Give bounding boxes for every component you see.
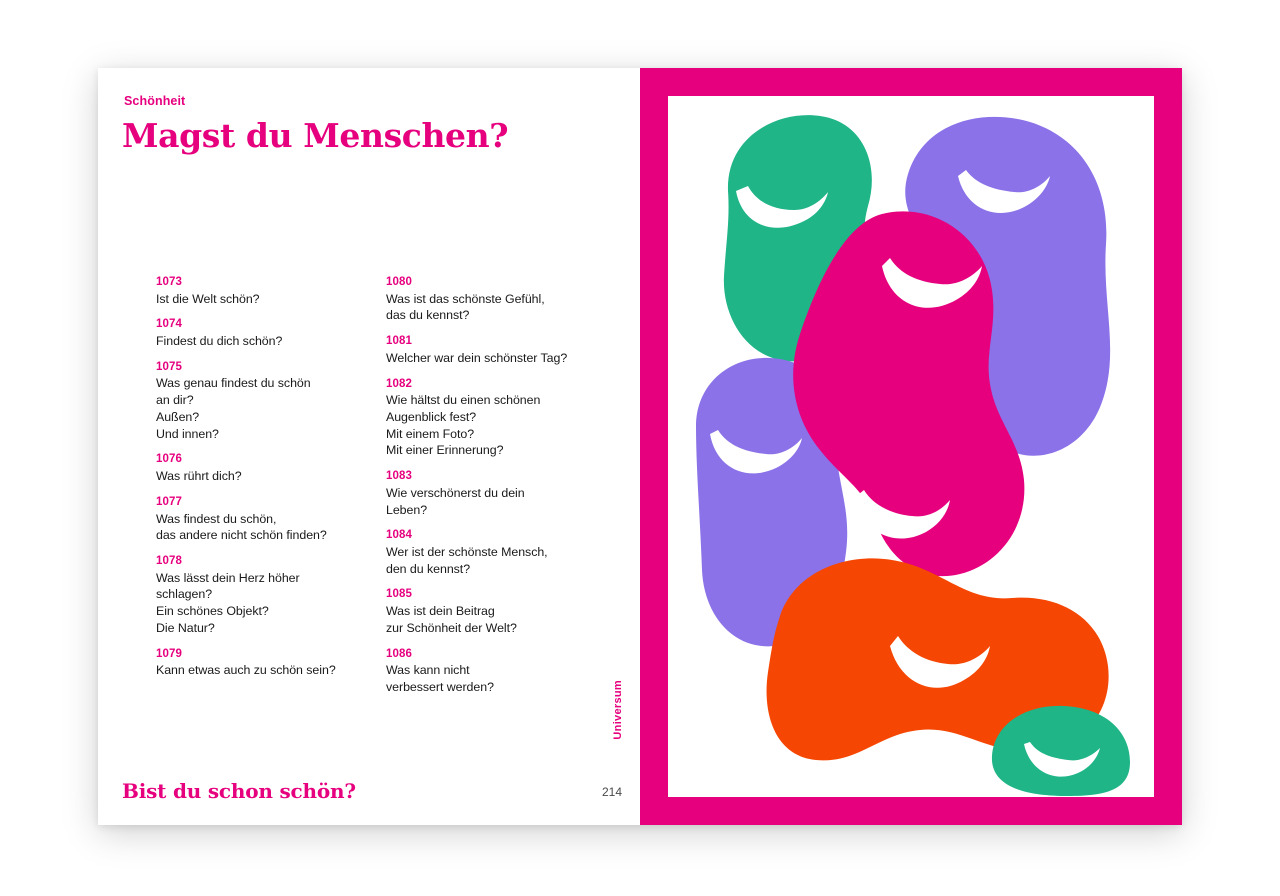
question-line: Wie verschönerst du dein — [386, 485, 525, 500]
question-number: 1078 — [156, 554, 182, 567]
page-number: 214 — [601, 785, 622, 799]
question-item — [386, 376, 616, 460]
question-number: 1076 — [156, 453, 182, 466]
question-number: 1086 — [386, 647, 412, 660]
footer-question: Bist du schon schön? — [122, 779, 356, 803]
question-item — [156, 316, 386, 349]
question-line: Wie hältst du einen schönen — [386, 393, 541, 408]
question-line: verbessert werden? — [386, 679, 494, 694]
question-line: das du kennst? — [386, 308, 470, 323]
question-line: Was ist dein Beitrag — [386, 604, 495, 619]
question-item — [156, 359, 386, 443]
question-line: Und innen? — [156, 426, 219, 441]
question-columns — [156, 274, 616, 705]
question-column-left — [156, 274, 386, 705]
page-title: Magst du Menschen? — [122, 116, 509, 155]
question-item — [386, 274, 616, 324]
question-number: 1084 — [386, 529, 412, 542]
question-line: Wer ist der schönste Mensch, — [386, 544, 548, 559]
section-tab: Universum — [612, 680, 624, 740]
book-spread — [98, 68, 1182, 825]
question-number: 1074 — [156, 318, 182, 331]
question-line: Leben? — [386, 502, 428, 517]
question-item — [386, 333, 616, 366]
left-page — [98, 68, 640, 825]
question-item — [156, 553, 386, 637]
question-line: Welcher war dein schönster Tag? — [386, 350, 568, 365]
question-column-right — [386, 274, 616, 705]
question-number: 1075 — [156, 360, 182, 373]
question-line: Kann etwas auch zu schön sein? — [156, 663, 336, 678]
question-item — [386, 468, 616, 518]
question-line: Ist die Welt schön? — [156, 291, 260, 306]
question-line: Was findest du schön, — [156, 511, 277, 526]
question-line: Ein schönes Objekt? — [156, 604, 269, 619]
question-item — [156, 646, 386, 679]
question-line: schlagen? — [156, 587, 213, 602]
question-number: 1081 — [386, 335, 412, 348]
question-item — [156, 274, 386, 307]
question-line: Was kann nicht — [386, 663, 470, 678]
question-number: 1080 — [386, 276, 412, 288]
question-line: das andere nicht schön finden? — [156, 528, 327, 543]
question-line: Was rührt dich? — [156, 469, 242, 484]
question-line: zur Schönheit der Welt? — [386, 620, 517, 635]
artwork-frame — [668, 96, 1154, 797]
question-item — [386, 527, 616, 577]
question-number: 1083 — [386, 470, 412, 483]
question-line: Was genau findest du schön — [156, 376, 311, 391]
question-line: Was ist das schönste Gefühl, — [386, 291, 545, 306]
question-line: an dir? — [156, 393, 194, 408]
question-item — [386, 646, 616, 696]
question-line: Augenblick fest? — [386, 409, 477, 424]
question-item — [156, 451, 386, 484]
question-line: Außen? — [156, 409, 200, 424]
abstract-blob-illustration-svg — [668, 96, 1154, 797]
question-line: Mit einem Foto? — [386, 426, 475, 441]
question-line: Was lässt dein Herz höher — [156, 570, 300, 585]
right-page — [640, 68, 1182, 825]
section-kicker: Schönheit — [124, 94, 186, 108]
question-number: 1085 — [386, 588, 412, 601]
question-line: Mit einer Erinnerung? — [386, 443, 504, 458]
question-line: Die Natur? — [156, 620, 215, 635]
question-item — [386, 586, 616, 636]
question-number: 1073 — [156, 276, 182, 288]
question-item — [156, 494, 386, 544]
question-number: 1077 — [156, 495, 182, 508]
question-line: Findest du dich schön? — [156, 334, 283, 349]
question-number: 1082 — [386, 377, 412, 390]
question-line: den du kennst? — [386, 561, 471, 576]
question-number: 1079 — [156, 647, 182, 660]
